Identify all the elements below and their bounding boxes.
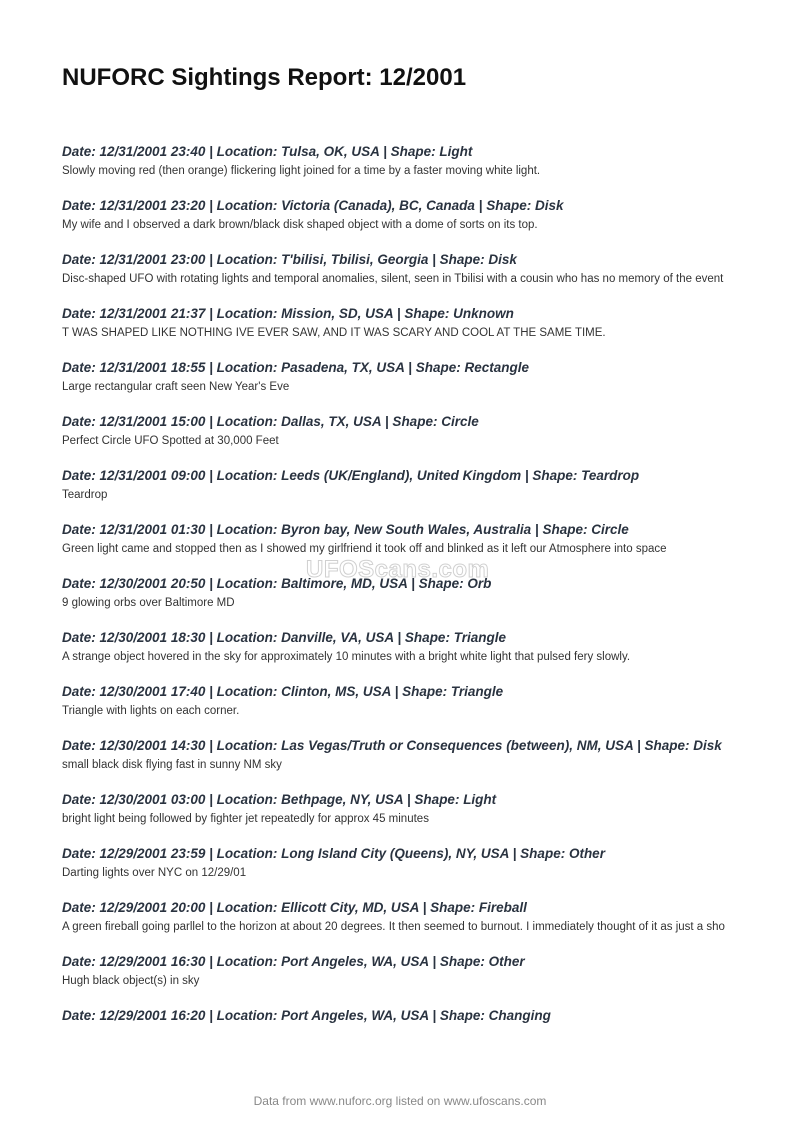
entry-header: Date: 12/31/2001 23:00 | Location: T'bilisi, Tbilisi, Georgia | Shape: Disk xyxy=(62,252,517,267)
list-item xyxy=(62,251,742,288)
entry-description: small black disk flying fast in sunny NM sky xyxy=(62,759,282,771)
entry-description: A strange object hovered in the sky for approximately 10 minutes with a bright white light that pulsed fery slowly. xyxy=(62,651,631,663)
entry-header: Date: 12/29/2001 20:00 | Location: Ellicott City, MD, USA | Shape: Fireball xyxy=(62,900,527,915)
entry-description: Large rectangular craft seen New Year's Eve xyxy=(62,381,290,393)
entry-header: Date: 12/30/2001 03:00 | Location: Bethpage, NY, USA | Shape: Light xyxy=(62,792,497,807)
list-item xyxy=(62,953,742,990)
list-item xyxy=(62,521,742,558)
entry-header: Date: 12/29/2001 16:30 | Location: Port Angeles, WA, USA | Shape: Other xyxy=(62,954,525,969)
entry-description: T WAS SHAPED LIKE NOTHING IVE EVER SAW, AND IT WAS SCARY AND COOL AT THE SAME TIME. xyxy=(62,327,606,339)
list-item xyxy=(62,143,742,180)
entry-header: Date: 12/31/2001 15:00 | Location: Dallas, TX, USA | Shape: Circle xyxy=(62,414,479,429)
list-item xyxy=(62,1007,742,1024)
entry-header: Date: 12/29/2001 16:20 | Location: Port Angeles, WA, USA | Shape: Changing xyxy=(62,1008,551,1023)
list-item xyxy=(62,413,742,450)
list-item xyxy=(62,305,742,342)
entry-header: Date: 12/30/2001 18:30 | Location: Danville, VA, USA | Shape: Triangle xyxy=(62,630,506,645)
list-item xyxy=(62,197,742,234)
entry-description: Perfect Circle UFO Spotted at 30,000 Feet xyxy=(62,435,279,447)
entry-description: Hugh black object(s) in sky xyxy=(62,975,200,987)
entry-header: Date: 12/31/2001 18:55 | Location: Pasadena, TX, USA | Shape: Rectangle xyxy=(62,360,529,375)
entry-description: Green light came and stopped then as I showed my girlfriend it took off and blinked as it left our Atmosphere into space xyxy=(62,543,667,555)
list-item xyxy=(62,359,742,396)
entry-header: Date: 12/30/2001 20:50 | Location: Baltimore, MD, USA | Shape: Orb xyxy=(62,576,492,591)
entry-header: Date: 12/31/2001 01:30 | Location: Byron bay, New South Wales, Australia | Shape: Circle xyxy=(62,522,629,537)
entry-header: Date: 12/31/2001 23:20 | Location: Victoria (Canada), BC, Canada | Shape: Disk xyxy=(62,198,564,213)
page-title: NUFORC Sightings Report: 12/2001 xyxy=(62,64,467,91)
entry-description: Triangle with lights on each corner. xyxy=(62,705,240,717)
list-item xyxy=(62,737,742,774)
list-item xyxy=(62,683,742,720)
page-footer: Data from www.nuforc.org listed on www.ufoscans.com xyxy=(253,1094,547,1108)
sightings-list xyxy=(62,143,742,1041)
entry-header: Date: 12/30/2001 17:40 | Location: Clinton, MS, USA | Shape: Triangle xyxy=(62,684,504,699)
entry-description: 9 glowing orbs over Baltimore MD xyxy=(62,597,235,609)
entry-description: My wife and I observed a dark brown/black disk shaped object with a dome of sorts on its top. xyxy=(62,219,538,231)
list-item xyxy=(62,791,742,828)
list-item xyxy=(62,899,742,936)
entry-description: Darting lights over NYC on 12/29/01 xyxy=(62,867,247,879)
entry-header: Date: 12/31/2001 23:40 | Location: Tulsa, OK, USA | Shape: Light xyxy=(62,144,473,159)
watermark: UFOScans.com xyxy=(306,556,490,583)
list-item xyxy=(62,575,742,612)
entry-header: Date: 12/31/2001 09:00 | Location: Leeds (UK/England), United Kingdom | Shape: Teardrop xyxy=(62,468,640,483)
entry-description: bright light being followed by fighter jet repeatedly for approx 45 minutes xyxy=(62,813,429,825)
list-item xyxy=(62,845,742,882)
entry-description: Slowly moving red (then orange) flickering light joined for a time by a faster moving white light. xyxy=(62,165,541,177)
list-item xyxy=(62,629,742,666)
entry-header: Date: 12/29/2001 23:59 | Location: Long Island City (Queens), NY, USA | Shape: Other xyxy=(62,846,605,861)
entry-description: A green fireball going parllel to the horizon at about 20 degrees. It then seemed to burnout. I immediately thought of it as just a sho xyxy=(62,921,725,933)
list-item xyxy=(62,467,742,504)
entry-header: Date: 12/30/2001 14:30 | Location: Las Vegas/Truth or Consequences (between), NM, USA | Shape: Disk xyxy=(62,738,722,753)
entry-description: Disc-shaped UFO with rotating lights and temporal anomalies, silent, seen in Tbilisi with a cousin who has no memory of the event xyxy=(62,273,724,285)
entry-header: Date: 12/31/2001 21:37 | Location: Mission, SD, USA | Shape: Unknown xyxy=(62,306,514,321)
entry-description: Teardrop xyxy=(62,489,108,501)
